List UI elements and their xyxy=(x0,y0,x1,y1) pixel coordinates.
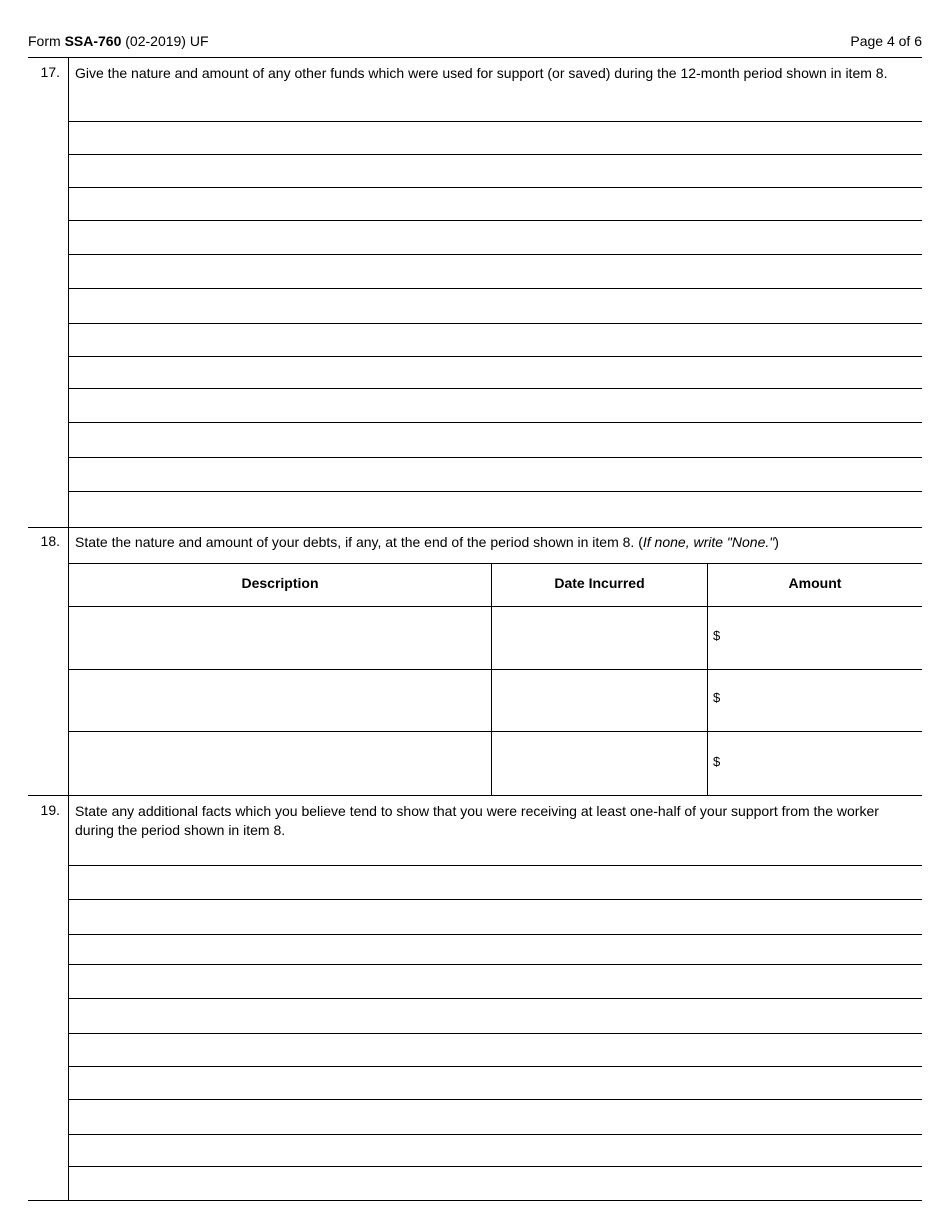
q17-rule xyxy=(68,457,922,458)
q19-answer-line[interactable] xyxy=(70,1168,920,1199)
currency-symbol: $ xyxy=(713,628,721,643)
q19-answer-line[interactable] xyxy=(70,901,920,933)
q17-rule xyxy=(68,220,922,221)
debt-description-field[interactable] xyxy=(70,608,490,668)
q19-answer-line[interactable] xyxy=(70,1068,920,1098)
debt-description-field[interactable] xyxy=(70,671,490,730)
debt-date-field[interactable] xyxy=(493,608,706,668)
q18-table-header-bottom xyxy=(68,606,922,607)
q17-answer-line[interactable] xyxy=(70,189,920,219)
q17-rule xyxy=(68,388,922,389)
q19-answer-line[interactable] xyxy=(70,936,920,963)
q17-answer-line[interactable] xyxy=(70,358,920,387)
q19-answer-line[interactable] xyxy=(70,966,920,997)
q17-rule xyxy=(68,288,922,289)
q19-rule xyxy=(68,865,922,866)
q17-number: 17. xyxy=(40,64,60,80)
q17-rule xyxy=(68,323,922,324)
q18-none-note: If none, write "None." xyxy=(642,534,775,550)
q18-text: State the nature and amount of your debts, if any, at the end of the period shown in item 8. (If none, write "None.") xyxy=(75,534,779,550)
q19-rule xyxy=(68,1099,922,1100)
question-number-divider xyxy=(68,57,69,1201)
q19-rule xyxy=(68,1134,922,1135)
q17-answer-line[interactable] xyxy=(70,256,920,287)
q17-rule xyxy=(68,356,922,357)
q17-rule xyxy=(68,121,922,122)
q17-answer-line[interactable] xyxy=(70,222,920,253)
q17-answer-line[interactable] xyxy=(70,156,920,186)
q19-answer-line[interactable] xyxy=(70,867,920,898)
q17-answer-line[interactable] xyxy=(70,290,920,322)
q17-rule xyxy=(68,254,922,255)
q18-number: 18. xyxy=(40,533,60,549)
q19-rule xyxy=(68,1166,922,1167)
q19-text: State any additional facts which you believe tend to show that you were receiving at least one-half of your support from the worker during the period shown in item 8. xyxy=(75,803,879,838)
q17-answer-line[interactable] xyxy=(70,390,920,421)
q17-answer-line[interactable] xyxy=(70,325,920,355)
bottom-rule xyxy=(28,1200,922,1201)
form-number: SSA-760 xyxy=(64,33,122,49)
q18-top-rule xyxy=(28,527,922,528)
q18-table-top xyxy=(68,563,922,564)
date-incurred-column-header: Date Incurred xyxy=(554,575,645,591)
q17-text: Give the nature and amount of any other funds which were used for support (or saved) during the 12-month period shown in item 8. xyxy=(75,65,888,81)
q19-rule xyxy=(68,934,922,935)
debt-date-field[interactable] xyxy=(493,733,706,794)
currency-symbol: $ xyxy=(713,754,721,769)
q19-answer-line[interactable] xyxy=(70,1000,920,1032)
q19-rule xyxy=(68,1066,922,1067)
top-rule xyxy=(28,57,922,58)
q18-table-row-rule xyxy=(68,669,922,670)
q17-rule xyxy=(68,491,922,492)
debt-amount-field[interactable] xyxy=(724,733,920,794)
q19-answer-line[interactable] xyxy=(70,1035,920,1065)
q17-answer-line[interactable] xyxy=(70,424,920,456)
page-number: Page 4 of 6 xyxy=(850,33,922,49)
debt-amount-field[interactable] xyxy=(724,671,920,730)
amount-column-header: Amount xyxy=(788,575,842,591)
q17-rule xyxy=(68,422,922,423)
q17-answer-line[interactable] xyxy=(70,459,920,490)
q19-number: 19. xyxy=(40,802,60,818)
q19-rule xyxy=(68,964,922,965)
q19-answer-line[interactable] xyxy=(70,1136,920,1165)
debt-amount-field[interactable] xyxy=(724,608,920,668)
debt-description-field[interactable] xyxy=(70,733,490,794)
q19-rule xyxy=(68,998,922,999)
q17-rule xyxy=(68,154,922,155)
q18-column-divider xyxy=(707,563,708,796)
q17-answer-line[interactable] xyxy=(70,493,920,526)
q19-rule xyxy=(68,1033,922,1034)
q17-answer-line[interactable] xyxy=(70,123,920,153)
q19-rule xyxy=(68,899,922,900)
form-header xyxy=(28,33,922,51)
currency-symbol: $ xyxy=(713,690,721,705)
q17-rule xyxy=(68,187,922,188)
q18-table-row-rule xyxy=(68,731,922,732)
form-identifier: Form SSA-760 (02-2019) UF xyxy=(28,33,209,49)
q19-top-rule xyxy=(28,795,922,796)
description-column-header: Description xyxy=(241,575,319,591)
q19-answer-line[interactable] xyxy=(70,1101,920,1133)
q18-column-divider xyxy=(491,563,492,796)
debt-date-field[interactable] xyxy=(493,671,706,730)
